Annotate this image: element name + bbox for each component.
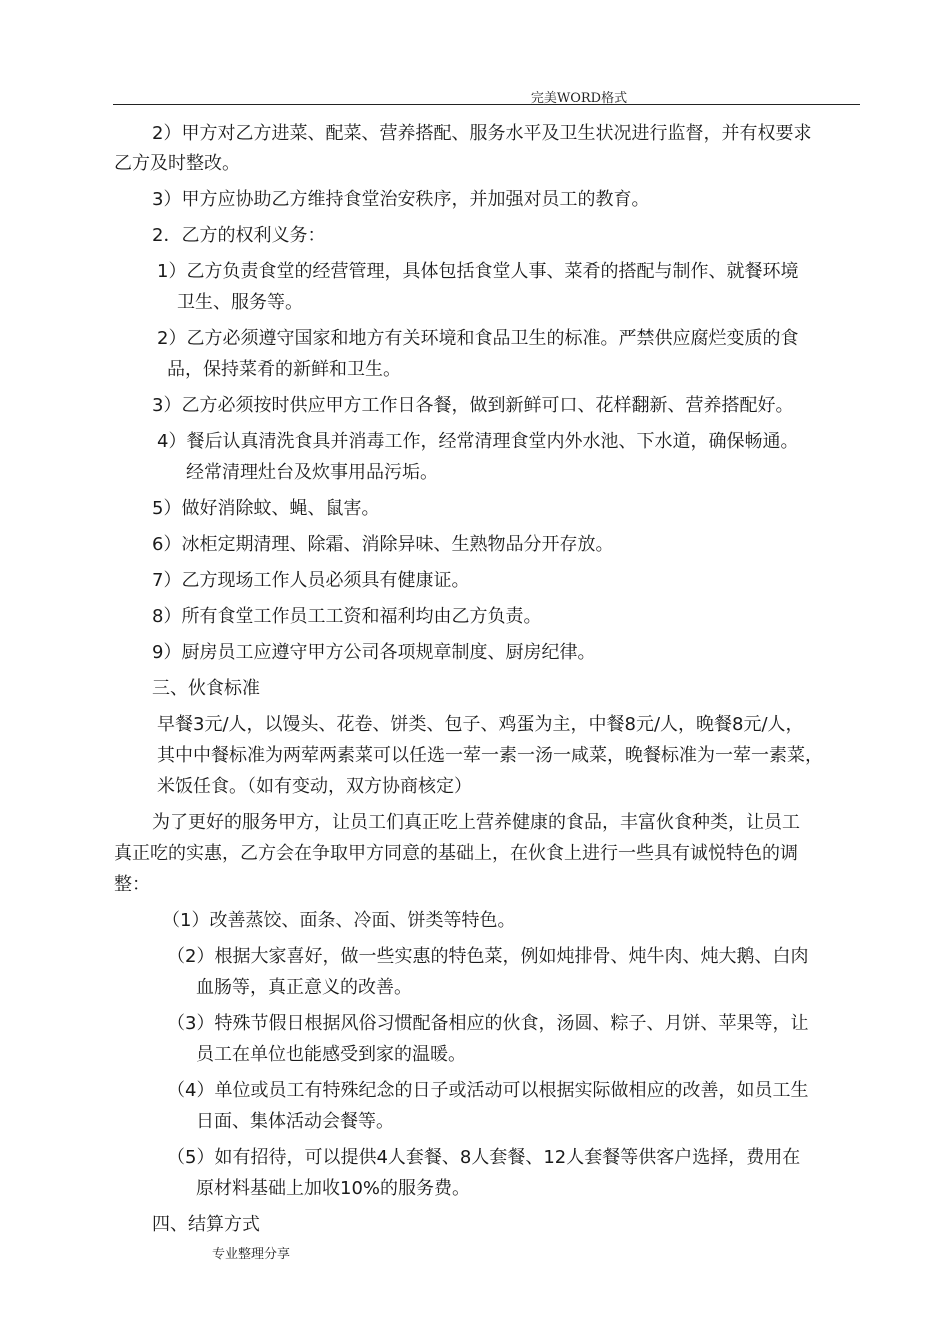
list-item: （3）特殊节假日根据风俗习惯配备相应的伙食，汤圆、粽子、月饼、苹果等，让 [167, 1013, 809, 1034]
text-line: 为了更好的服务甲方，让员工们真正吃上营养健康的食品，丰富伙食种类，让员工 [152, 812, 800, 833]
text-line: 9）厨房员工应遵守甲方公司各项规章制度、厨房纪律。 [152, 642, 596, 663]
text-line: 3）甲方应协助乙方维持食堂治安秩序，并加强对员工的教育。 [152, 189, 650, 210]
text-line: 2）甲方对乙方进菜、配菜、营养搭配、服务水平及卫生状况进行监督，并有权要求 [152, 123, 812, 144]
header-text: 完美WORD格式 [530, 91, 628, 106]
text-line: 整： [114, 874, 150, 895]
list-item: （2）根据大家喜好，做一些实惠的特色菜，例如炖排骨、炖牛肉、炖大鹅、白肉 [167, 946, 809, 967]
list-item-continuation: 原材料基础上加收10%的服务费。 [196, 1178, 471, 1199]
text-line: 5）做好消除蚊、蝇、鼠害。 [152, 498, 380, 519]
page-footer: 专业整理分享 [212, 1247, 291, 1262]
text-line: 3）乙方必须按时供应甲方工作日各餐，做到新鲜可口、花样翻新、营养搭配好。 [152, 395, 794, 416]
list-item: （5）如有招待，可以提供4人套餐、8人套餐、12人套餐等供客户选择，费用在 [167, 1147, 801, 1168]
text-line: 4）餐后认真清洗食具并消毒工作，经常清理食堂内外水池、下水道，确保畅通。 [157, 431, 799, 452]
text-line: 8）所有食堂工作员工工资和福利均由乙方负责。 [152, 606, 542, 627]
text-line: 乙方及时整改。 [114, 153, 240, 174]
text-line: 2）乙方必须遵守国家和地方有关环境和食品卫生的标准。严禁供应腐烂变质的食 [157, 328, 799, 349]
text-line: 其中中餐标准为两荤两素菜可以任选一荤一素一汤一咸菜，晚餐标准为一荤一素菜， [157, 745, 823, 766]
text-line: 6）冰柜定期清理、除霜、消除异味、生熟物品分开存放。 [152, 534, 614, 555]
text-line: 1）乙方负责食堂的经营管理，具体包括食堂人事、菜肴的搭配与制作、就餐环境 [157, 261, 799, 282]
text-line: 米饭任食。（如有变动，双方协商核定） [157, 776, 472, 797]
text-line: 品，保持菜肴的新鲜和卫生。 [167, 359, 401, 380]
text-line: 7）乙方现场工作人员必须具有健康证。 [152, 570, 470, 591]
text-line: 早餐3元/人，以馒头、花卷、饼类、包子、鸡蛋为主，中餐8元/人，晚餐8元/人， [157, 714, 804, 735]
list-item: （4）单位或员工有特殊纪念的日子或活动可以根据实际做相应的改善，如员工生 [167, 1080, 809, 1101]
list-item-continuation: 日面、集体活动会餐等。 [196, 1111, 394, 1132]
text-line: 真正吃的实惠，乙方会在争取甲方同意的基础上，在伙食上进行一些具有诚悦特色的调 [114, 843, 798, 864]
list-item-continuation: 血肠等，真正意义的改善。 [196, 977, 412, 998]
section-heading: 四、结算方式 [152, 1214, 260, 1235]
text-line: 经常清理灶台及炊事用品污垢。 [186, 462, 438, 483]
list-item-continuation: 员工在单位也能感受到家的温暖。 [196, 1044, 466, 1065]
section-heading: 2．乙方的权利义务： [152, 225, 326, 246]
list-item: （1）改善蒸饺、面条、冷面、饼类等特色。 [162, 910, 516, 931]
header-rule [113, 104, 860, 105]
section-heading: 三、伙食标准 [152, 678, 260, 699]
text-line: 卫生、服务等。 [177, 292, 303, 313]
